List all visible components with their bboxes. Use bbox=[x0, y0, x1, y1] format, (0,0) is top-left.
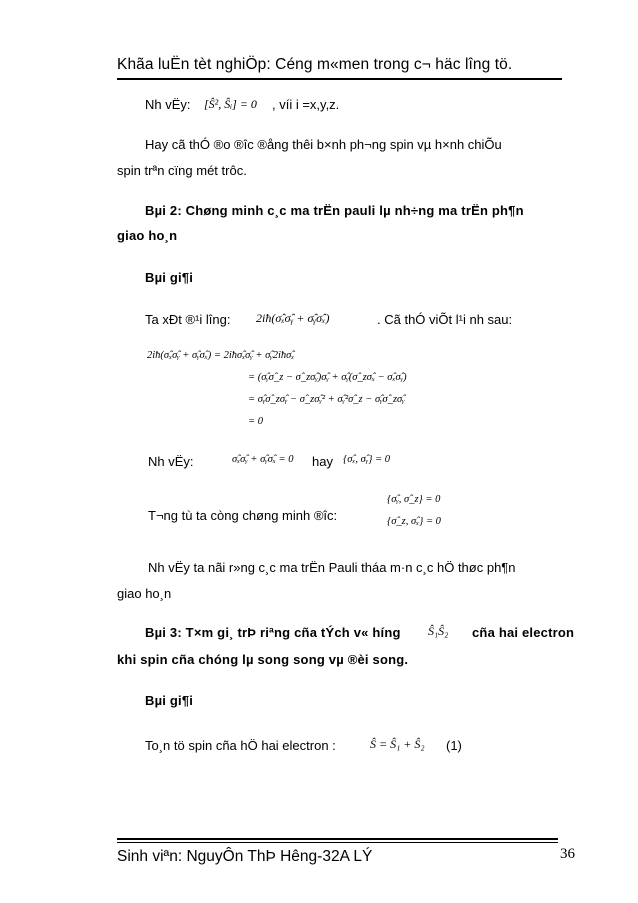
derivation-line-2: = (σ̂ᵧσ̂_z − σ̂_zσ̂ᵧ)σ̂ᵧ + σ̂ᵧ(σ̂_zσ̂ₓ − σ̂ₓσ̂ᵧ) bbox=[248, 372, 407, 383]
derivation-line-1: 2iħ(σ̂ₓσ̂ᵧ + σ̂ᵧσ̂ₓ) = 2iħσ̂ₓσ̂ᵧ + σ̂ᵧ2iħσ̂ₓ bbox=[147, 350, 295, 361]
consider-text: Ta xÐt ®¹i lîng: bbox=[145, 312, 231, 327]
problem-3-title-suffix: cña hai electron bbox=[472, 625, 575, 640]
similar-equation-1: {σ̂ᵧ, σ̂_z} = 0 bbox=[387, 494, 441, 505]
paragraph-1-line-1: Hay cã thÓ ®o ®îc ®ång thêi b×nh ph¬ng spin vµ h×nh chiÕu bbox=[145, 137, 502, 152]
equation-commutator: [Ŝ², Ŝᵢ] = 0 bbox=[204, 97, 257, 111]
similar-equation-2: {σ̂_z, σ̂ₓ} = 0 bbox=[387, 516, 441, 527]
page-header-title: Khãa luËn tèt nghiÖp: Céng m«men trong c¬ häc lîng tö. bbox=[117, 56, 513, 73]
thus-equation-2: {σ̂ₓ, σ̂ᵧ} = 0 bbox=[343, 454, 390, 465]
problem-2-title-line-2: giao ho¸n bbox=[117, 228, 178, 243]
consider-equation: 2iħ(σ̂ₓσ̂ᵧ + σ̂ᵧσ̂ₓ) bbox=[256, 311, 330, 325]
similar-text: T¬ng tù ta còng chøng minh ®îc: bbox=[148, 508, 338, 523]
paragraph-2-line-2: giao ho¸n bbox=[117, 586, 172, 601]
text-line-1-suffix: , víi i =x,y,z. bbox=[272, 97, 340, 112]
thus-hay: hay bbox=[312, 454, 333, 469]
page-number: 36 bbox=[560, 846, 575, 862]
spin-operator-equation: Ŝ = Ŝ₁ + Ŝ₂ bbox=[370, 737, 425, 751]
derivation-line-3: = σ̂ᵧσ̂_zσ̂ᵧ − σ̂_zσ̂ᵧ² + σ̂ᵧ²σ̂_z − σ̂ᵧσ̂_zσ̂ᵧ bbox=[248, 394, 405, 405]
solution-label-2: Bµi gi¶i bbox=[145, 693, 194, 708]
header-rule bbox=[117, 78, 562, 80]
equation-number-1: (1) bbox=[446, 738, 462, 753]
thus-text: Nh vËy: bbox=[148, 454, 194, 469]
paragraph-2-line-1: Nh vËy ta nãi r»ng c¸c ma trËn Pauli tháa m·n c¸c hÖ thøc ph¶n bbox=[148, 560, 516, 575]
problem-3-title-line-2: khi spin cña chóng lµ song song vµ ®èi song. bbox=[117, 652, 409, 667]
footer-rule-thick bbox=[117, 838, 558, 840]
footer-rule-thin bbox=[117, 842, 558, 843]
spin-operator-text: To¸n tö spin cña hÖ hai electron : bbox=[145, 738, 336, 753]
problem-3-equation: Ŝ₁Ŝ₂ bbox=[428, 624, 449, 638]
thus-equation-1: σ̂ₓσ̂ᵧ + σ̂ᵧσ̂ₓ = 0 bbox=[232, 454, 294, 465]
solution-label-1: Bµi gi¶i bbox=[145, 270, 194, 285]
paragraph-1-line-2: spin trªn cïng mét trôc. bbox=[117, 163, 247, 178]
text-line-1-prefix: Nh vËy: bbox=[145, 97, 191, 112]
derivation-line-4: = 0 bbox=[248, 416, 263, 427]
footer-author: Sinh viªn: NguyÔn ThÞ Hêng-32A LÝ bbox=[117, 848, 373, 865]
consider-suffix: . Cã thÓ viÕt l¹i nh sau: bbox=[377, 312, 513, 327]
problem-2-title-line-1: Bµi 2: Chøng minh c¸c ma trËn pauli lµ nh÷ng ma trËn ph¶n bbox=[145, 203, 524, 218]
problem-3-title-prefix: Bµi 3: T×m gi¸ trÞ riªng cña tÝch v« híng bbox=[145, 625, 401, 640]
